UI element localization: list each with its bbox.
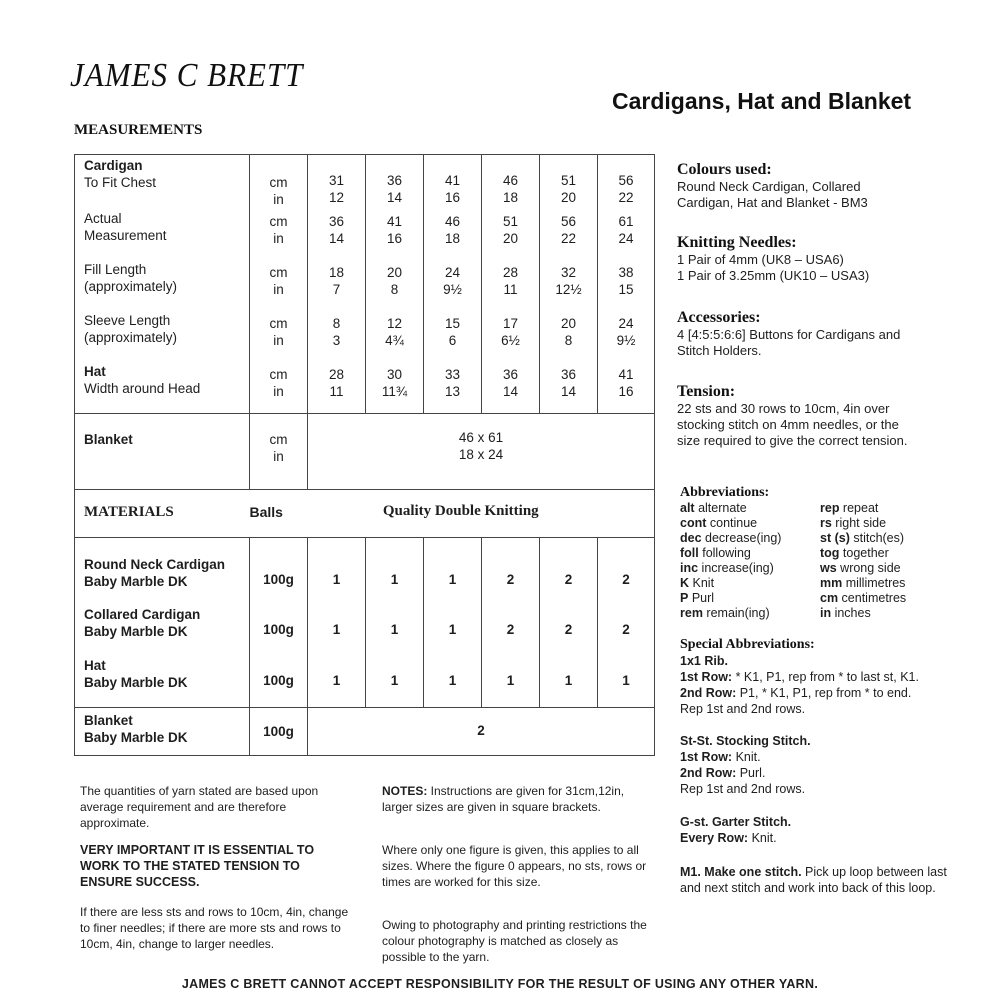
abbreviation-item: alt alternate [680, 501, 747, 515]
size-cm-value: 36 [386, 173, 403, 188]
size-in-value: 9½ [443, 281, 462, 297]
ball-quantity: 1 [448, 672, 457, 688]
abbreviation-item: st (s) stitch(es) [820, 531, 905, 545]
garter-row-1: Every Row: Knit. [680, 831, 777, 845]
abbreviation-item: tog together [820, 546, 889, 560]
ball-quantity: 1 [332, 672, 341, 688]
size-in-value: 16 [444, 190, 461, 205]
size-cm-value: 56 [560, 213, 577, 229]
abbreviation-item: in inches [820, 606, 871, 620]
materials-heading: MATERIALS [84, 504, 174, 520]
size-cm-value: 15 [444, 315, 461, 331]
yarn-name: Baby Marble DK [84, 574, 188, 589]
size-cm-value: 51 [502, 213, 519, 229]
abbreviation-item: foll following [680, 546, 751, 560]
size-in-value: 8 [390, 281, 399, 297]
abbreviation-item: rep repeat [820, 501, 879, 515]
size-in-value: 7 [332, 281, 341, 297]
yarn-quantity-note: The quantities of yarn stated are based upon average requirement and are therefore approximate. [80, 784, 319, 830]
size-in-value: 8 [564, 332, 573, 348]
colours-line-2: Cardigan, Hat and Blanket - BM3 [677, 195, 868, 210]
size-cm-value: 51 [560, 173, 577, 188]
abbreviation-item: rem remain(ing) [680, 606, 770, 620]
size-cm-value: 30 [386, 366, 403, 382]
needles-heading: Knitting Needles: [677, 234, 797, 251]
material-name: Hat [84, 657, 106, 673]
ball-quantity: 1 [332, 621, 341, 637]
stocking-stitch [680, 733, 970, 797]
size-cm-value: 36 [328, 213, 345, 229]
size-cm-value: 18 [328, 264, 345, 280]
tension-heading: Tension: [677, 383, 736, 400]
colours-section [677, 160, 967, 211]
needles-line-1: 1 Pair of 4mm (UK8 – USA6) [677, 252, 844, 267]
size-in-value: 22 [560, 230, 577, 246]
abbreviation-item: mm millimetres [820, 576, 906, 590]
size-cm-value: 12 [386, 315, 403, 331]
balls-heading: Balls [249, 504, 283, 520]
size-cm-value: 61 [618, 213, 634, 229]
abbreviation-item: cont continue [680, 516, 758, 530]
abbreviation-item: rs right side [820, 516, 887, 530]
stocking-row-3: Rep 1st and 2nd rows. [680, 782, 806, 796]
size-in-value: 24 [618, 230, 634, 246]
abbreviation-item: inc increase(ing) [680, 561, 774, 575]
garter-heading: G-st. Garter Stitch. [680, 815, 792, 829]
yarn-weight: 100g [263, 672, 294, 688]
abbreviations-list [680, 501, 970, 621]
colours-heading: Colours used: [677, 161, 772, 178]
measurements-materials-table [74, 154, 655, 756]
ball-quantity: 2 [506, 621, 515, 637]
size-cm-value: 20 [560, 315, 577, 331]
size-cm-value: 20 [386, 264, 403, 280]
accessories-section [677, 308, 967, 359]
unit-in: in [273, 230, 284, 246]
size-cm-value: 33 [444, 366, 461, 382]
yarn-weight: 100g [263, 572, 294, 587]
size-cm-value: 17 [502, 315, 519, 331]
blanket-cm: 46 x 61 [458, 430, 504, 445]
measurements-heading: MEASUREMENTS [74, 122, 203, 138]
ball-quantity: 1 [506, 672, 515, 688]
size-in-value: 13 [444, 383, 461, 399]
ball-quantity: 2 [564, 621, 573, 637]
notes-text: Instructions are given for 31cm,12in, larger sizes are given in square brackets. [382, 784, 625, 814]
accessories-line-1: 4 [4:5:5:6:6] Buttons for Cardigans and [677, 327, 901, 342]
unit-cm: cm [269, 366, 288, 382]
size-in-value: 14 [560, 383, 577, 399]
size-cm-value: 41 [618, 366, 634, 382]
row-title: Actual [84, 210, 122, 226]
size-in-value: 12½ [555, 281, 582, 297]
size-in-value: 22 [618, 190, 634, 205]
brand-logo: JAMES C BRETT [70, 55, 304, 94]
tension-line-2: stocking stitch on 4mm needles, or the [677, 417, 899, 432]
size-cm-value: 56 [618, 173, 634, 188]
needle-change-note: If there are less sts and rows to 10cm, 4in, change to finer needles; if there are more sts and rows to 10cm, 4in, change to larger needles. [80, 905, 349, 951]
accessories-line-2: Stitch Holders. [677, 343, 762, 358]
abbreviation-item: cm centimetres [820, 591, 907, 605]
ball-quantity: 2 [506, 572, 515, 587]
measurement-row [75, 210, 655, 261]
ball-quantity: 1 [390, 572, 399, 587]
special-abbreviations [680, 636, 970, 717]
size-cm-value: 36 [502, 366, 519, 382]
blanket-measure-row [75, 414, 655, 490]
abbreviations-section [680, 484, 970, 621]
unit-in: in [273, 332, 284, 348]
accessories-heading: Accessories: [677, 309, 761, 326]
abbreviation-item: K Knit [680, 576, 715, 590]
size-cm-value: 41 [444, 173, 461, 188]
ball-quantity: 2 [564, 572, 573, 587]
unit-in: in [273, 383, 284, 399]
size-cm-value: 28 [502, 264, 519, 280]
tension-line-1: 22 sts and 30 rows to 10cm, 4in over [677, 401, 890, 416]
m1-heading: M1. Make one stitch. [680, 865, 802, 879]
ball-quantity: 1 [390, 621, 399, 637]
garter-stitch [680, 814, 970, 846]
material-name: Blanket [84, 713, 133, 728]
material-name: Round Neck Cardigan [84, 557, 226, 572]
size-cm-value: 24 [444, 264, 461, 280]
unit-in: in [273, 449, 284, 464]
size-cm-value: 38 [618, 264, 634, 280]
ball-quantity: 1 [622, 672, 630, 688]
material-name: Collared Cardigan [84, 606, 201, 622]
size-in-value: 14 [502, 383, 519, 399]
blanket-material-row [75, 708, 655, 756]
rib-heading: 1x1 Rib. [680, 654, 728, 668]
materials-header-row [75, 490, 655, 538]
sizes-note [382, 783, 652, 815]
tension-line-3: size required to give the correct tension. [677, 433, 908, 448]
size-in-value: 14 [386, 190, 403, 205]
size-cm-value: 41 [386, 213, 403, 229]
material-row [75, 538, 655, 606]
size-in-value: 9½ [616, 332, 636, 348]
unit-cm: cm [269, 213, 288, 229]
size-in-value: 4¾ [385, 332, 404, 348]
size-cm-value: 32 [560, 264, 577, 280]
size-in-value: 6 [448, 332, 457, 348]
size-cm-value: 46 [502, 173, 519, 188]
abbreviations-heading: Abbreviations: [680, 485, 770, 500]
row-title: Cardigan [84, 158, 143, 173]
footer-disclaimer: JAMES C BRETT CANNOT ACCEPT RESPONSIBILITY FOR THE RESULT OF USING ANY OTHER YARN. [181, 977, 819, 991]
material-row [75, 657, 655, 708]
size-cm-value: 24 [618, 315, 634, 331]
ball-quantity: 1 [448, 621, 457, 637]
unit-cm: cm [269, 264, 288, 280]
size-in-value: 20 [502, 230, 519, 246]
yarn-name: Baby Marble DK [84, 674, 188, 690]
measurement-row [75, 312, 655, 363]
row-subtitle: (approximately) [84, 278, 178, 294]
rib-row-3: Rep 1st and 2nd rows. [680, 702, 806, 716]
stocking-heading: St-St. Stocking Stitch. [680, 734, 811, 748]
row-subtitle: Measurement [84, 227, 167, 243]
size-in-value: 11 [503, 281, 518, 297]
size-in-value: 18 [502, 190, 519, 205]
ball-quantity: 2 [622, 621, 630, 637]
needles-section [677, 233, 967, 284]
blanket-label: Blanket [84, 432, 133, 447]
size-in-value: 14 [328, 230, 345, 246]
quality-heading: Quality Double Knitting [382, 503, 539, 519]
material-row [75, 606, 655, 657]
size-in-value: 6½ [501, 332, 520, 348]
stocking-row-2: 2nd Row: Purl. [680, 766, 766, 780]
stocking-row-1: 1st Row: Knit. [680, 750, 761, 764]
unit-cm: cm [269, 432, 288, 447]
ball-quantity: 2 [622, 572, 630, 587]
size-in-value: 16 [618, 383, 634, 399]
unit-in: in [273, 192, 284, 207]
measurement-row [75, 155, 655, 210]
size-in-value: 11 [329, 383, 344, 399]
ball-quantity: 1 [332, 572, 341, 587]
size-in-value: 20 [560, 190, 577, 205]
m1-text: Pick up loop between last and next stitch and work into back of this loop. [680, 865, 947, 895]
rib-row-1: 1st Row: * K1, P1, rep from * to last st, K1. [680, 670, 919, 684]
size-cm-value: 36 [560, 366, 577, 382]
size-in-value: 12 [328, 190, 345, 205]
blanket-in: 18 x 24 [458, 447, 504, 462]
size-in-value: 16 [386, 230, 403, 246]
size-in-value: 15 [618, 281, 634, 297]
row-subtitle: Width around Head [84, 380, 201, 396]
ball-quantity: 1 [448, 572, 457, 587]
figures-note: Where only one figure is given, this applies to all sizes. Where the figure 0 appears, no sts, rows or times are worked for this size. [382, 843, 647, 889]
yarn-name: Baby Marble DK [84, 730, 188, 745]
colours-line-1: Round Neck Cardigan, Collared [677, 179, 861, 194]
blanket-balls: 2 [477, 723, 485, 738]
needles-line-2: 1 Pair of 3.25mm (UK10 – USA3) [677, 268, 870, 283]
yarn-name: Baby Marble DK [84, 623, 188, 639]
photography-note: Owing to photography and printing restrictions the colour photography is matched as closely as possible to the yarn. [382, 918, 647, 964]
tension-warning: VERY IMPORTANT IT IS ESSENTIAL TO WORK TO THE STATED TENSION TO ENSURE SUCCESS. [80, 843, 315, 889]
row-subtitle: (approximately) [84, 329, 178, 345]
ball-quantity: 1 [390, 672, 399, 688]
ball-quantity: 1 [564, 672, 573, 688]
row-title: Sleeve Length [84, 312, 171, 328]
measurement-row [75, 363, 655, 414]
row-title: Hat [84, 363, 106, 379]
rib-row-2: 2nd Row: P1, * K1, P1, rep from * to end. [680, 686, 912, 700]
size-in-value: 3 [332, 332, 341, 348]
row-title: Fill Length [84, 261, 147, 277]
abbreviation-item: dec decrease(ing) [680, 531, 782, 545]
yarn-weight: 100g [263, 621, 294, 637]
make-one-stitch [680, 864, 950, 896]
abbreviation-item: ws wrong side [820, 561, 901, 575]
special-heading: Special Abbreviations: [680, 637, 815, 652]
size-cm-value: 8 [332, 315, 341, 331]
size-cm-value: 28 [328, 366, 345, 382]
page-title: Cardigans, Hat and Blanket [612, 88, 912, 114]
size-in-value: 18 [444, 230, 461, 246]
unit-cm: cm [269, 315, 288, 331]
size-cm-value: 31 [328, 173, 345, 188]
unit-in: in [273, 281, 284, 297]
yarn-weight: 100g [263, 724, 294, 739]
size-in-value: 11¾ [381, 383, 408, 399]
row-subtitle: To Fit Chest [84, 175, 157, 190]
tension-section [677, 382, 967, 449]
abbreviation-item: P Purl [680, 591, 715, 605]
unit-cm: cm [269, 175, 288, 190]
measurement-row [75, 261, 655, 312]
size-cm-value: 46 [444, 213, 461, 229]
notes-label: NOTES: [382, 784, 428, 798]
